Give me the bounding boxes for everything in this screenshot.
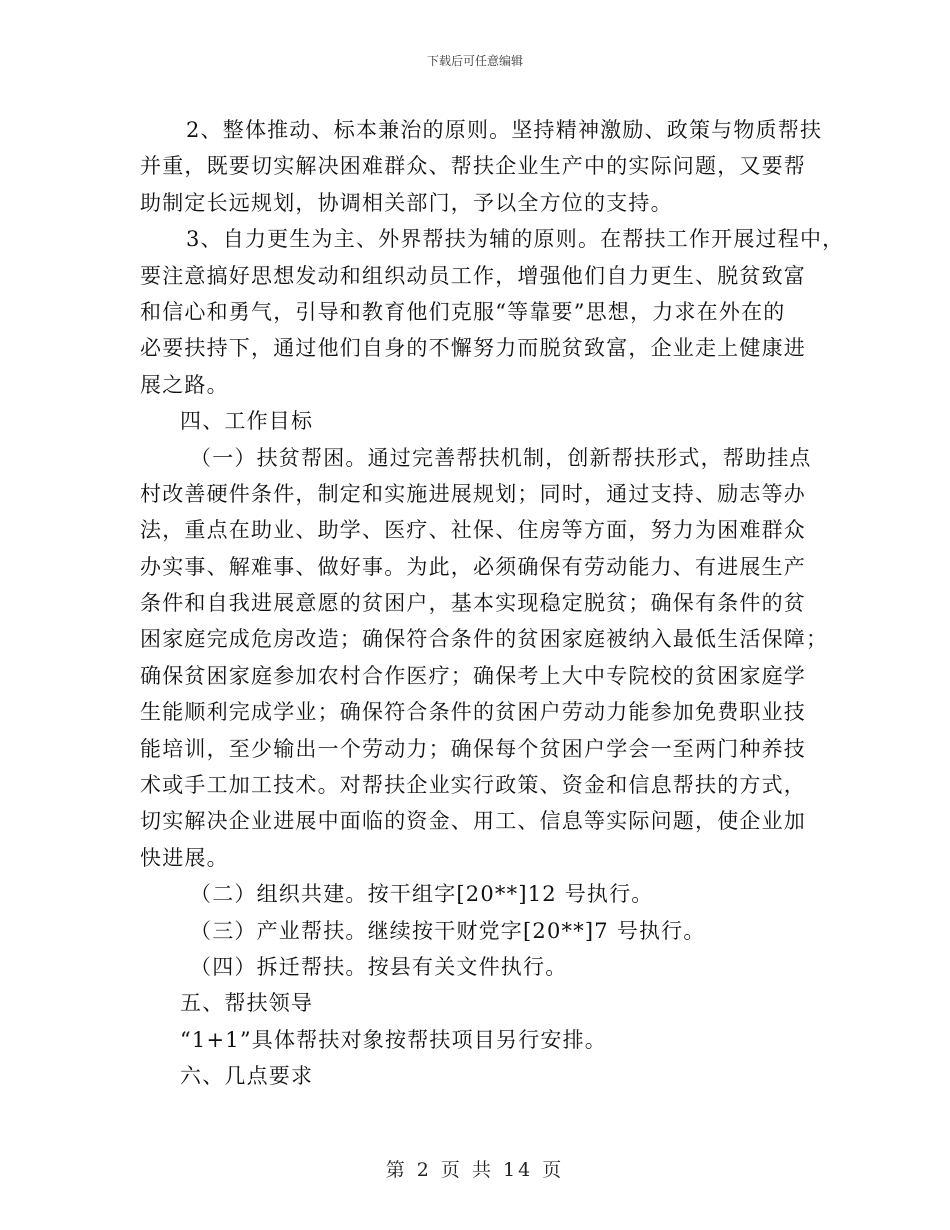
paragraph-line: 确保贫困家庭参加农村合作医疗；确保考上大中专院校的贫困家庭学 bbox=[140, 663, 806, 688]
section-heading: 五、帮扶领导 bbox=[180, 991, 314, 1016]
paragraph-line: 切实解决企业进展中面临的资金、用工、信息等实际问题，使企业加 bbox=[140, 809, 806, 834]
paragraph-line: 3、自力更生为主、外界帮扶为辅的原则。在帮扶工作开展过程中， bbox=[186, 227, 845, 252]
paragraph-line: 术或手工加工技术。对帮扶企业实行政策、资金和信息帮扶的方式， bbox=[140, 773, 806, 798]
paragraph-line: 困家庭完成危房改造；确保符合条件的贫困家庭被纳入最低生活保障； bbox=[140, 627, 829, 652]
paragraph-line: 展之路。 bbox=[140, 372, 229, 397]
paragraph-line: 法，重点在助业、助学、医疗、社保、住房等方面，努力为困难群众 bbox=[140, 518, 806, 543]
page-header: 下载后可任意编辑 bbox=[426, 54, 523, 68]
paragraph-line: 要注意搞好思想发动和组织动员工作，增强他们自力更生、脱贫致富 bbox=[140, 263, 806, 288]
paragraph-line: “1+1”具体帮扶对象按帮扶项目另行安排。 bbox=[180, 1027, 607, 1052]
paragraph-line: 快进展。 bbox=[140, 845, 229, 870]
paragraph-line: 并重，既要切实解决困难群众、帮扶企业生产中的实际问题，又要帮 bbox=[140, 154, 806, 179]
paragraph-line: 条件和自我进展意愿的贫困户，基本实现稳定脱贫；确保有条件的贫 bbox=[140, 591, 806, 616]
page-footer: 第 2 页 共 14 页 bbox=[385, 1159, 565, 1181]
paragraph-line: 生能顺利完成学业；确保符合条件的贫困户劳动力能参加免费职业技 bbox=[140, 700, 806, 725]
paragraph-line: 和信心和勇气，引导和教育他们克服“等靠要”思想，力求在外在的 bbox=[140, 299, 786, 324]
paragraph-line: 村改善硬件条件，制定和实施进展规划；同时，通过支持、励志等办 bbox=[140, 481, 806, 506]
paragraph-line: （三）产业帮扶。继续按干财党字[20**]7 号执行。 bbox=[190, 918, 706, 943]
paragraph-line: 2、整体推动、标本兼治的原则。坚持精神激励、政策与物质帮扶 bbox=[186, 118, 823, 142]
paragraph-line: 能培训，至少输出一个劳动力；确保每个贫困户学会一至两门种养技 bbox=[140, 736, 806, 761]
paragraph-line: （二）组织共建。按干组字[20**]12 号执行。 bbox=[190, 882, 654, 907]
paragraph-line: 办实事、解难事、做好事。为此，必须确保有劳动能力、有进展生产 bbox=[140, 554, 806, 579]
paragraph-line: （四）拆迁帮扶。按县有关文件执行。 bbox=[190, 954, 568, 979]
paragraph-line: 必要扶持下，通过他们自身的不懈努力而脱贫致富，企业走上健康进 bbox=[140, 336, 806, 361]
section-heading: 四、工作目标 bbox=[180, 409, 314, 434]
document-body bbox=[140, 112, 845, 1095]
section-heading: 六、几点要求 bbox=[180, 1064, 314, 1089]
paragraph-line: （一）扶贫帮困。通过完善帮扶机制，创新帮扶形式，帮助挂点 bbox=[190, 445, 812, 470]
paragraph-line: 助制定长远规划，协调相关部门，予以全方位的支持。 bbox=[140, 190, 673, 215]
